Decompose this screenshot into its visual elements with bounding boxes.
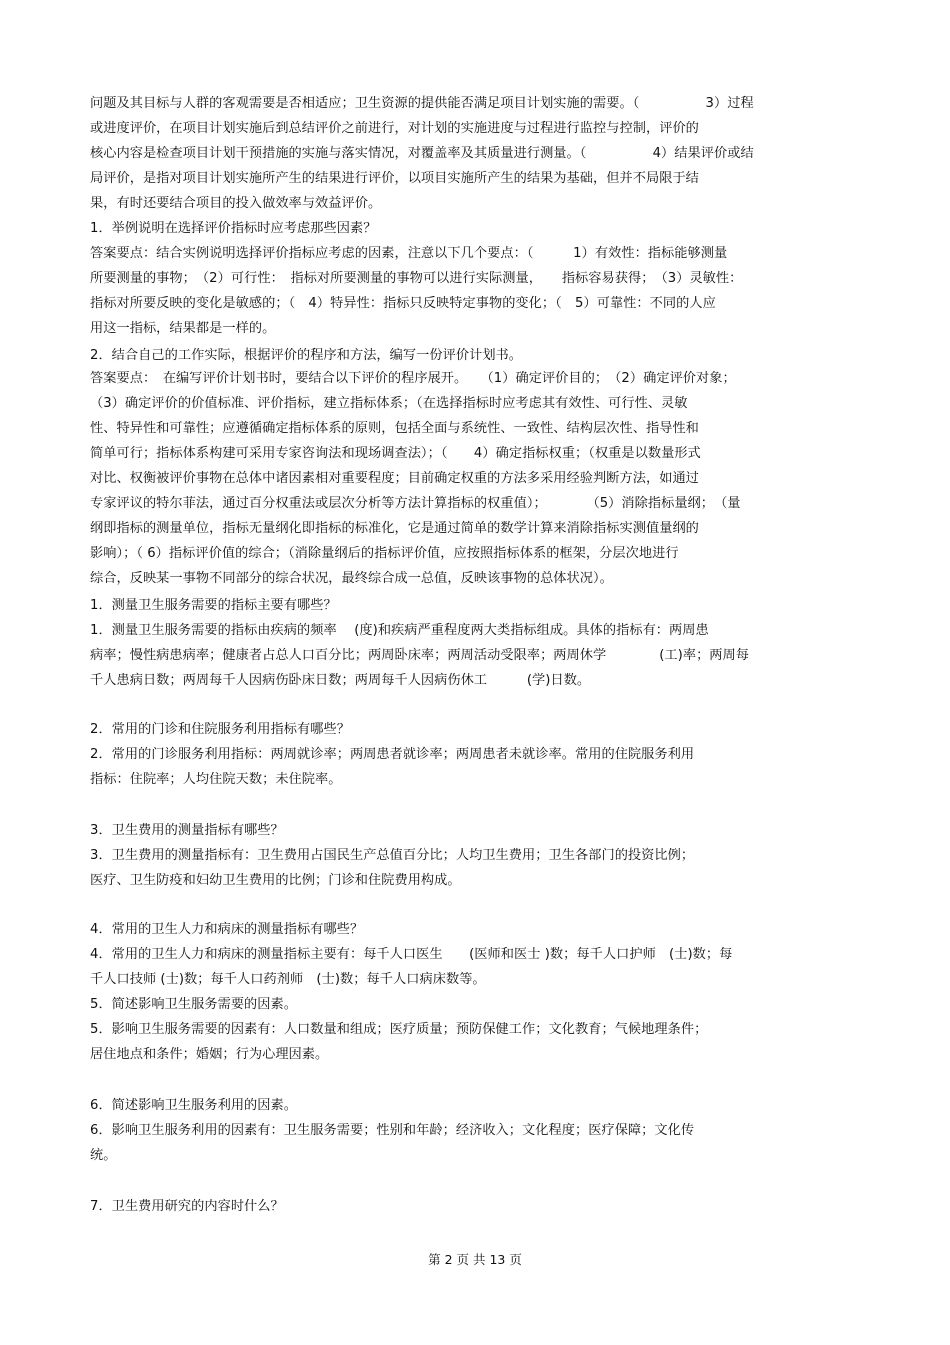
question-heading: 1．举例说明在选择评价指标时应考虑那些因素？: [90, 221, 377, 236]
text-line: 病率；慢性病患病率；健康者占总人口百分比；两周卧床率；两周活动受限率；两周休学 (工)率；两周每: [90, 648, 750, 663]
question-heading: 5．简述影响卫生服务需要的因素。: [90, 997, 298, 1012]
text-line: 性、特异性和可靠性；应遵循确定指标体系的原则，包括全面与系统性、一致性、结构层次性、指导性和: [90, 421, 699, 436]
text-line: 统。: [90, 1148, 117, 1163]
text-line: 或进度评价，在项目计划实施后到总结评价之前进行，对计划的实施进度与过程进行监控与控制，评价的: [90, 121, 699, 136]
text-line: 4．常用的卫生人力和病床的测量指标主要有：每千人口医生 (医师和医士 )数；每千人口护师 (士)数；每: [90, 947, 733, 962]
text-line: 简单可行；指标体系构建可采用专家咨询法和现场调查法）；（ 4）确定指标权重；（权重是以数量形式: [90, 446, 701, 461]
text-line: 影响）；（ 6）指标评价值的综合；（消除量纲后的指标评价值，应按照指标体系的框架，分层次地进行: [90, 546, 679, 561]
question-heading: 7．卫生费用研究的内容时什么？: [90, 1199, 284, 1214]
text-line: 对比、权衡被评价事物在总体中诸因素相对重要程度；目前确定权重的方法多采用经验判断方法，如通过: [90, 471, 699, 486]
text-line: 指标：住院率；人均住院天数；未住院率。: [90, 772, 342, 787]
text-line: 指标对所要反映的变化是敏感的；（ 4）特异性：指标只反映特定事物的变化；（ 5）可靠性：不同的人应: [90, 296, 716, 311]
page-footer: 第 2 页 共 13 页: [428, 1252, 522, 1267]
text-line: 纲即指标的测量单位，指标无量纲化即指标的标准化，它是通过简单的数学计算来消除指标实测值量纲的: [90, 521, 699, 536]
text-line: 局评价，是指对项目计划实施所产生的结果进行评价，以项目实施所产生的结果为基础，但并不局限于结: [90, 171, 699, 186]
question-heading: 2．结合自己的工作实际，根据评价的程序和方法，编写一份评价计划书。: [90, 348, 523, 363]
text-line: 答案要点：结合实例说明选择评价指标应考虑的因素，注意以下几个要点：（ 1）有效性：指标能够测量: [90, 246, 728, 261]
question-heading: 4．常用的卫生人力和病床的测量指标有哪些？: [90, 922, 364, 937]
question-heading: 3．卫生费用的测量指标有哪些？: [90, 823, 284, 838]
text-line: （3）确定评价的价值标准、评价指标，建立指标体系；（在选择指标时应考虑其有效性、可行性、灵敏: [90, 396, 688, 411]
text-line: 2．常用的门诊服务利用指标：两周就诊率；两周患者就诊率；两周患者未就诊率。常用的住院服务利用: [90, 747, 695, 762]
text-line: 1．测量卫生服务需要的指标由疾病的频率 (度)和疾病严重程度两大类指标组成。具体的指标有：两周患: [90, 623, 709, 638]
text-line: 综合，反映某一事物不同部分的综合状况，最终综合成一总值，反映该事物的总体状况）。: [90, 571, 613, 586]
text-line: 所要测量的事物； （2）可行性： 指标对所要测量的事物可以进行实际测量， 指标容易获得； （3）灵敏性：: [90, 271, 743, 286]
question-heading: 6．简述影响卫生服务利用的因素。: [90, 1098, 298, 1113]
text-line: 用这一指标，结果都是一样的。: [90, 321, 276, 336]
text-line: 果，有时还要结合项目的投入做效率与效益评价。: [90, 196, 382, 211]
text-line: 6．影响卫生服务利用的因素有：卫生服务需要；性别和年龄；经济收入；文化程度；医疗保障；文化传: [90, 1123, 695, 1138]
text-line: 专家评议的特尔菲法，通过百分权重法或层次分析等方法计算指标的权重值）； （5）消除指标量纲； （量: [90, 496, 741, 511]
text-line: 医疗、卫生防疫和妇幼卫生费用的比例；门诊和住院费用构成。: [90, 873, 461, 888]
text-line: 居住地点和条件；婚姻；行为心理因素。: [90, 1047, 329, 1062]
text-line: 问题及其目标与人群的客观需要是否相适应；卫生资源的提供能否满足项目计划实施的需要。（ 3）过程: [90, 96, 754, 111]
text-line: 核心内容是检查项目计划干预措施的实施与落实情况，对覆盖率及其质量进行测量。（ 4）结果评价或结: [90, 146, 754, 161]
text-line: 千人患病日数；两周每千人因病伤卧床日数；两周每千人因病伤休工 (学)日数。: [90, 673, 591, 688]
question-heading: 2．常用的门诊和住院服务利用指标有哪些？: [90, 722, 350, 737]
text-line: 5．影响卫生服务需要的因素有：人口数量和组成；医疗质量；预防保健工作；文化教育；气候地理条件；: [90, 1022, 708, 1037]
text-line: 3．卫生费用的测量指标有：卫生费用占国民生产总值百分比；人均卫生费用；卫生各部门的投资比例；: [90, 848, 695, 863]
text-line: 千人口技师 (士)数；每千人口药剂师 (士)数；每千人口病床数等。: [90, 972, 486, 987]
text-line: 答案要点： 在编写评价计划书时，要结合以下评价的程序展开。 （1）确定评价目的； （2）确定评价对象；: [90, 371, 736, 386]
question-heading: 1．测量卫生服务需要的指标主要有哪些？: [90, 598, 337, 613]
